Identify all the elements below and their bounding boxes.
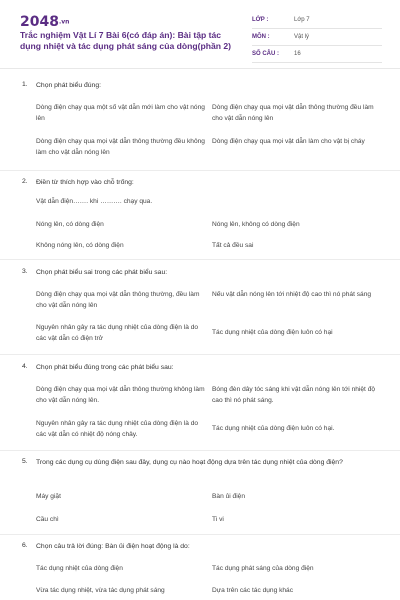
answer-option[interactable]: Dòng điện chạy qua mọi vật dẫn thông thường không làm cho vật dẫn nóng lên. [36, 386, 205, 404]
question-separator [0, 170, 400, 171]
question-separator [0, 450, 400, 451]
question-number: 2. [22, 178, 28, 185]
question-text: Trong các dụng cụ dùng điện sau đây, dụng cụ nào hoạt động dựa trên tác dụng nhiệt của dòng điện? [36, 459, 343, 466]
question-separator [0, 259, 400, 260]
answer-option[interactable]: Dòng điện chạy qua mọi vật dẫn làm cho vật bị cháy [212, 138, 365, 145]
answer-option[interactable]: Tất cả đều sai [212, 242, 254, 249]
meta-row-class [252, 12, 382, 29]
question-separator [0, 534, 400, 535]
answer-option[interactable]: Tác dụng nhiệt của dòng điện luôn có hại [212, 329, 333, 336]
question-number: 1. [22, 81, 28, 88]
meta-value: Vật lý [294, 34, 310, 40]
page-title: Trắc nghiệm Vật Lí 7 Bài 6(có đáp án): Bài tập tác dụng nhiệt và tác dụng phát sáng của dòng(phần 2) [20, 30, 232, 51]
answer-option[interactable]: Bóng đèn dây tóc sáng khi vật dẫn nóng lên tới nhiệt độ cao thì nó phát sáng. [212, 386, 376, 404]
answer-option[interactable]: Dòng điện chạy qua một số vật dẫn mới làm cho vật nóng lên [36, 104, 205, 122]
meta-key: MÔN : [252, 34, 270, 40]
answer-option[interactable]: Tác dụng phát sáng của dòng điện [212, 565, 314, 572]
answer-option[interactable]: Dựa trên các tác dụng khác [212, 587, 294, 594]
answer-option[interactable]: Ti vi [212, 516, 224, 523]
meta-row-count [252, 46, 382, 63]
fill-in-sentence: Vật dẫn điện……. khi ………. chạy qua. [36, 198, 153, 205]
answer-option[interactable]: Bàn ủi điện [212, 493, 245, 500]
meta-value: Lớp 7 [294, 17, 310, 23]
meta-key: SỐ CÂU : [252, 51, 279, 57]
site-logo[interactable] [20, 14, 69, 30]
answer-option[interactable]: Dòng điện chạy qua mọi vật dẫn thông thường đều không làm cho vật dẫn nóng lên [36, 138, 205, 156]
answer-option[interactable]: Nóng lên, không có dòng điện [212, 221, 300, 228]
meta-value: 16 [294, 51, 301, 57]
answer-option[interactable]: Nếu vật dẫn nóng lên tới nhiệt độ cao thì nó phát sáng [212, 291, 372, 298]
answer-option[interactable]: Nóng lên, có dòng điện [36, 221, 104, 228]
answer-option[interactable]: Cầu chì [36, 516, 59, 523]
logo-main: 2048 [20, 14, 59, 30]
answer-option[interactable]: Vừa tác dụng nhiệt, vừa tác dụng phát sáng [36, 587, 165, 594]
answer-option[interactable]: Tác dụng nhiệt của dòng điện [36, 565, 123, 572]
meta-panel [252, 12, 382, 63]
answer-option[interactable]: Nguyên nhân gây ra tác dụng nhiệt của dòng điện là do các vật dẫn có nhiệt độ nóng chảy. [36, 420, 199, 438]
meta-row-subject [252, 29, 382, 46]
answer-option[interactable]: Dòng điện chạy qua mọi vật dẫn thông thường, đều làm cho vật dẫn nóng lên [36, 291, 200, 309]
logo-sub: .vn [58, 18, 70, 26]
answer-option[interactable]: Dòng điện chạy qua mọi vật dẫn thông thường đều làm cho vật dẫn nóng lên [212, 104, 374, 122]
question-number: 5. [22, 458, 28, 465]
header-divider [0, 68, 400, 69]
question-number: 3. [22, 268, 28, 275]
answer-option[interactable]: Nguyên nhân gây ra tác dụng nhiệt của dòng điện là do các vật dẫn có điện trở [36, 324, 199, 342]
question-number: 6. [22, 542, 28, 549]
question-text: Điền từ thích hợp vào chỗ trống: [36, 179, 134, 186]
answer-option[interactable]: Máy giặt [36, 493, 61, 500]
question-separator [0, 354, 400, 355]
meta-key: LỚP : [252, 17, 269, 23]
answer-option[interactable]: Tác dụng nhiệt của dòng điện luôn có hại. [212, 425, 335, 432]
question-text: Chọn phát biểu đúng trong các phát biểu sau: [36, 364, 174, 371]
answer-option[interactable]: Không nóng lên, có dòng điện [36, 242, 124, 249]
question-text: Chọn câu trả lời đúng: Bàn ủi điện hoạt động là do: [36, 543, 190, 550]
question-text: Chọn phát biểu đúng: [36, 82, 102, 89]
question-number: 4. [22, 363, 28, 370]
page-header [0, 0, 400, 66]
question-text: Chọn phát biểu sai trong các phát biểu sau: [36, 269, 168, 276]
